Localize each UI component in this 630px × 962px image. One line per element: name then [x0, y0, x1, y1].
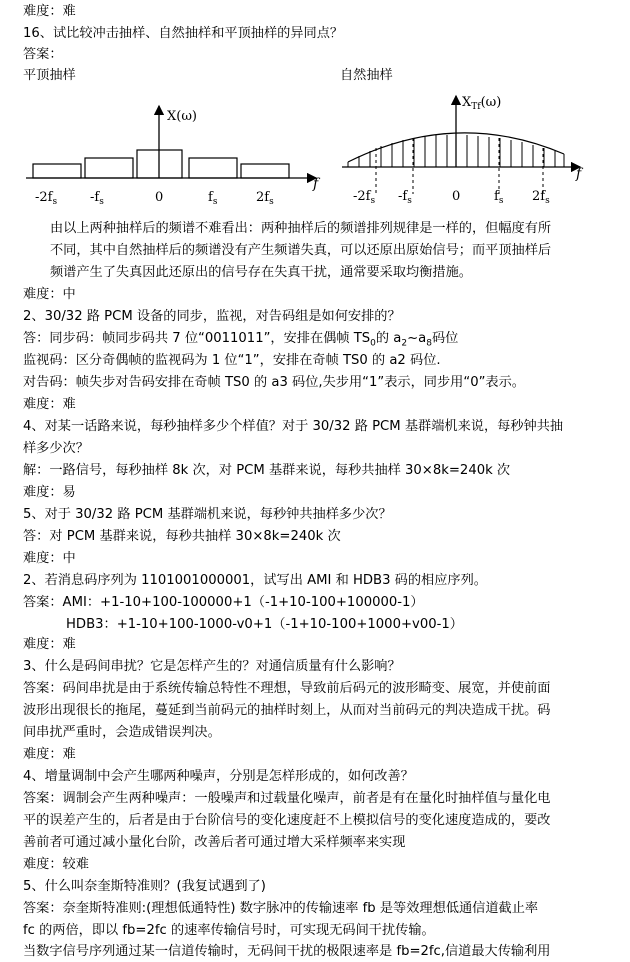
question-line: 4、增量调制中会产生哪两种噪声，分别是怎样形成的，如何改善？: [23, 769, 414, 784]
tick-label: $f_s$: [208, 190, 218, 207]
tick-label: $-f_s$: [398, 189, 412, 206]
label-flat-sampling: 平顶抽样: [23, 68, 76, 83]
answer-line: 解：一路信号，每秒抽样 8k 次，对 PCM 基群来说，每秒共抽样 30×8k=240k 次: [23, 463, 511, 478]
answer-line: 当数字信号序列通过某一信道传输时，无码间干扰的极限速率是 fb=2fc,信道最大传输利用: [23, 944, 551, 959]
x-axis-label: f: [313, 176, 319, 192]
tick-label: 0: [155, 190, 164, 205]
paragraph-line: 不同，其中自然抽样后的频谱没有产生频谱失真，可以还原出原始信号；而平顶抽样后: [50, 243, 552, 258]
answer-line: 答：对 PCM 基群来说，每秒共抽样 30×8k=240k 次: [23, 529, 341, 544]
question-line: 样多少次？: [23, 441, 89, 456]
tick-label: $-f_s$: [90, 190, 104, 207]
question-line: 2、若消息码序列为 1101001000001，试写出 AMI 和 HDB3 码的相应序列。: [23, 573, 487, 588]
difficulty-label: 难度：难: [23, 747, 76, 762]
question-line: 5、什么叫奈奎斯特准则？(我复试遇到了): [23, 879, 266, 894]
answer-monitor-code: 监视码：区分奇偶帧的监视码为 1 位“1”，安排在奇帧 TS0 的 a2 码位.: [23, 353, 441, 368]
tick-label: $-2f_s$: [353, 189, 376, 206]
answer-alarm-code: 对告码：帧失步对告码安排在奇帧 TS0 的 a3 码位,失步用“1”表示，同步用“0”表示。: [23, 375, 525, 390]
paragraph-line: 由以上两种抽样后的频谱不难看出：两种抽样后的频谱排列规律是一样的，但幅度有所: [50, 221, 552, 236]
question-16: 16、试比较冲击抽样、自然抽样和平顶抽样的异同点？: [23, 26, 344, 41]
answer-line: 波形出现很长的拖尾，蔓延到当前码元的抽样时刻上，从而对当前码元的判决造成干扰。码: [23, 703, 551, 718]
answer-hdb3: HDB3：+1-10+100-1000-v0+1（-1+10-100+1000+v00-1）: [66, 617, 463, 632]
answer-line: 答案：调制会产生两种噪声：一般噪声和过载量化噪声，前者是有在量化时抽样值与量化电: [23, 791, 551, 806]
flat-sampling-spectrum-figure: [22, 98, 332, 210]
question-line: 5、对于 30/32 路 PCM 基群端机来说，每秒钟共抽样多少次？: [23, 507, 392, 522]
tick-label: $2f_s$: [532, 189, 550, 206]
y-axis-label: $X_{Tf}(\omega)$: [462, 95, 502, 112]
spectrum-block: [85, 158, 133, 178]
y-axis-label: X(ω): [167, 109, 197, 124]
label-natural-sampling: 自然抽样: [340, 68, 393, 83]
difficulty-label: 难度：中: [23, 551, 76, 566]
difficulty-label: 难度：中: [23, 287, 76, 302]
spectrum-block: [33, 164, 81, 178]
paragraph-line: 频谱产生了失真因此还原出的信号存在失真干扰，通常要采取均衡措施。: [50, 265, 472, 280]
answer-line: 答案：奈奎斯特准则:(理想低通特性) 数字脉冲的传输速率 fb 是等效理想低通信道截止率: [23, 901, 539, 916]
answer-sync-code: 答：同步码：帧同步码共 7 位“0011011”，安排在偶帧 $TS_0$的 $a_2\sim a_8$码位: [23, 331, 459, 349]
difficulty-label: 难度：难: [23, 637, 76, 652]
answer-line: 善前者可通过减小量化台阶，改善后者可通过增大采样频率来实现: [23, 835, 406, 850]
tick-label: 0: [452, 189, 461, 204]
answer-label: 答案：: [23, 47, 63, 62]
question-pcm-sync: 2、30/32 路 PCM 设备的同步，监视，对告码组是如何安排的？: [23, 309, 401, 324]
tick-label: $f_s$: [494, 189, 504, 206]
answer-line: 平的误差产生的，后者是由于台阶信号的变化速度赶不上模拟信号的变化速度造成的，要改: [23, 813, 551, 828]
x-axis-label: f: [576, 166, 582, 182]
answer-line: 间串扰严重时，会造成错误判决。: [23, 725, 221, 740]
spectrum-block: [241, 164, 289, 178]
difficulty-label: 难度：难: [23, 4, 76, 19]
tick-label: $2f_s$: [256, 190, 274, 207]
difficulty-label: 难度：难: [23, 397, 76, 412]
question-line: 3、什么是码间串扰？它是怎样产生的？对通信质量有什么影响？: [23, 659, 401, 674]
question-line: 4、对某一话路来说，每秒抽样多少个样值？对于 30/32 路 PCM 基群端机来说，每秒钟共抽: [23, 419, 564, 434]
spectrum-block: [189, 158, 237, 178]
tick-label: $-2f_s$: [35, 190, 58, 207]
natural-sampling-spectrum-figure: [336, 90, 596, 210]
difficulty-label: 难度：较难: [23, 857, 89, 872]
answer-line: fc 的两倍，即以 fb=2fc 的速率传输信号时，可实现无码间干扰传输。: [23, 923, 435, 938]
answer-ami: 答案：AMI：+1-10+100-100000+1（-1+10-100+100000-1）: [23, 595, 424, 610]
answer-line: 答案：码间串扰是由于系统传输总特性不理想，导致前后码元的波形畸变、展宽，并使前面: [23, 681, 551, 696]
difficulty-label: 难度：易: [23, 485, 76, 500]
